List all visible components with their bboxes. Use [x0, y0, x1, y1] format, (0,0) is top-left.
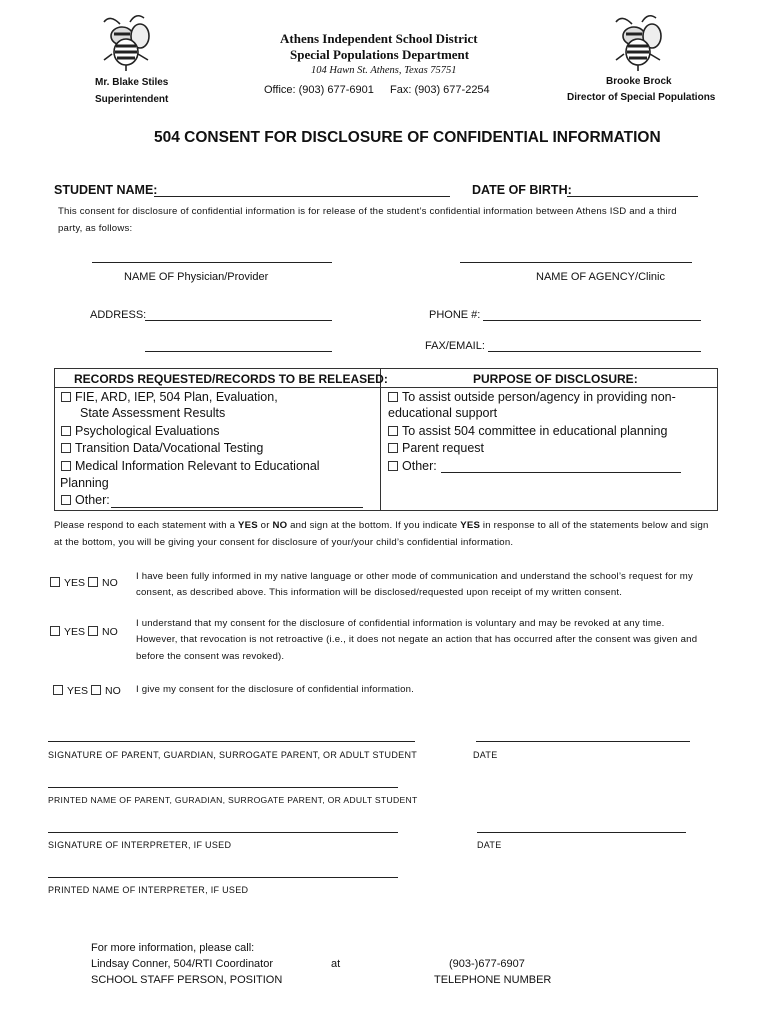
parent-signature-label: SIGNATURE OF PARENT, GUARDIAN, SURROGATE PARENT, OR ADULT STUDENT — [48, 750, 418, 760]
record-option-medical[interactable]: Medical Information Relevant to Educational — [61, 459, 320, 473]
superintendent-name: Mr. Blake Stiles — [95, 77, 169, 88]
department-name: Special Populations Department — [290, 47, 470, 62]
statement-1-text: consent, as described above. This information will be disclosed/requested upon receipt of my written consent. — [136, 587, 623, 598]
record-option-fie-cont: State Assessment Results — [80, 406, 226, 420]
checkbox[interactable] — [61, 392, 71, 402]
phone-field[interactable] — [483, 320, 701, 321]
footer-call-text: For more information, please call: — [91, 942, 255, 954]
address-label: ADDRESS: — [90, 309, 147, 321]
dob-label: DATE OF BIRTH: — [472, 183, 572, 197]
checkbox[interactable] — [61, 426, 71, 436]
footer-at: at — [331, 958, 341, 970]
fax-email-label: FAX/EMAIL: — [425, 340, 485, 352]
record-option-other[interactable]: Other: — [61, 493, 110, 507]
instructions-line2: at the bottom, you will be giving your consent for disclosure of your/your child’s confidential information. — [54, 537, 514, 548]
checkbox[interactable] — [61, 461, 71, 471]
purpose-option-outside-cont: educational support — [388, 406, 498, 420]
dob-field[interactable] — [567, 196, 698, 197]
student-name-field[interactable] — [154, 196, 450, 197]
statement-3-text: I give my consent for the disclosure of confidential information. — [136, 684, 415, 695]
statement-2-no[interactable]: NO — [88, 626, 118, 638]
purpose-option-outside[interactable]: To assist outside person/agency in providing non- — [388, 390, 676, 404]
checkbox[interactable] — [388, 392, 398, 402]
statement-1-yes[interactable]: YES — [50, 577, 85, 589]
record-option-medical-cont: Planning — [60, 476, 109, 490]
purpose-option-parent[interactable]: Parent request — [388, 441, 484, 455]
interpreter-printed-name-field[interactable] — [48, 877, 398, 878]
district-name: Athens Independent School District — [280, 31, 478, 46]
statement-2-text: before the consent was revoked). — [136, 651, 285, 662]
record-option-transition[interactable]: Transition Data/Vocational Testing — [61, 441, 263, 455]
parent-printed-name-field[interactable] — [48, 787, 398, 788]
records-table-column-divider — [380, 368, 381, 510]
interpreter-printed-name-label: PRINTED NAME OF INTERPRETER, IF USED — [48, 885, 249, 895]
footer-phone-label: TELEPHONE NUMBER — [434, 974, 552, 986]
checkbox[interactable] — [61, 443, 71, 453]
checkbox[interactable] — [388, 461, 398, 471]
director-title: Director of Special Populations — [567, 92, 716, 103]
records-requested-header: RECORDS REQUESTED/RECORDS TO BE RELEASED: — [74, 372, 388, 386]
physician-field[interactable] — [92, 262, 332, 263]
fax-email-field[interactable] — [488, 351, 701, 352]
director-name: Brooke Brock — [606, 76, 672, 87]
statement-1-text: I have been fully informed in my native language or other mode of communication and understand the school’s request for my — [136, 571, 693, 582]
physician-label: NAME OF Physician/Provider — [124, 271, 269, 283]
checkbox[interactable] — [88, 626, 98, 636]
statement-2-yes[interactable]: YES — [50, 626, 85, 638]
intro-text-line1: This consent for disclosure of confidential information is for release of the student’s confidential information between Athens ISD and a third — [58, 206, 677, 217]
checkbox[interactable] — [91, 685, 101, 695]
office-fax: Fax: (903) 677-2254 — [390, 84, 490, 96]
phone-label: PHONE #: — [429, 309, 481, 321]
checkbox[interactable] — [50, 577, 60, 587]
agency-field[interactable] — [460, 262, 692, 263]
footer-staff-label: SCHOOL STAFF PERSON, POSITION — [91, 974, 283, 986]
statement-3-yes[interactable]: YES — [53, 685, 88, 697]
address-field-2[interactable] — [145, 351, 332, 352]
parent-printed-name-label: PRINTED NAME OF PARENT, GURADIAN, SURROGATE PARENT, OR ADULT STUDENT — [48, 795, 418, 805]
purpose-option-504[interactable]: To assist 504 committee in educational planning — [388, 424, 667, 438]
checkbox[interactable] — [61, 495, 71, 505]
statement-3-no[interactable]: NO — [91, 685, 121, 697]
student-name-label: STUDENT NAME: — [54, 183, 158, 197]
record-other-field[interactable] — [111, 507, 363, 508]
record-option-psych[interactable]: Psychological Evaluations — [61, 424, 220, 438]
yellowjacket-mascot-icon — [612, 14, 672, 72]
footer-contact: Lindsay Conner, 504/RTI Coordinator — [91, 958, 274, 970]
interpreter-signature-label: SIGNATURE OF INTERPRETER, IF USED — [48, 840, 232, 850]
checkbox[interactable] — [388, 443, 398, 453]
yellowjacket-mascot-icon — [100, 14, 160, 72]
interpreter-date-label: DATE — [477, 840, 502, 850]
parent-date-field[interactable] — [476, 741, 690, 742]
records-table-header-divider — [54, 387, 717, 388]
footer-phone: (903-)677-6907 — [449, 958, 525, 970]
parent-date-label: DATE — [473, 750, 498, 760]
checkbox[interactable] — [50, 626, 60, 636]
agency-label: NAME OF AGENCY/Clinic — [536, 271, 665, 283]
intro-text-line2: party, as follows: — [58, 223, 133, 234]
office-phone: Office: (903) 677-6901 — [264, 84, 374, 96]
purpose-other-field[interactable] — [441, 472, 681, 473]
purpose-header: PURPOSE OF DISCLOSURE: — [473, 372, 638, 386]
record-option-fie[interactable]: FIE, ARD, IEP, 504 Plan, Evaluation, — [61, 390, 278, 404]
district-address: 104 Hawn St. Athens, Texas 75751 — [311, 65, 457, 76]
parent-signature-field[interactable] — [48, 741, 415, 742]
form-title: 504 CONSENT FOR DISCLOSURE OF CONFIDENTIAL INFORMATION — [154, 129, 661, 146]
instructions-line1: Please respond to each statement with a YES or NO and sign at the bottom. If you indicate YES in response to all of the statements below and sign — [54, 520, 709, 531]
checkbox[interactable] — [88, 577, 98, 587]
checkbox[interactable] — [53, 685, 63, 695]
statement-2-text: However, that revocation is not retroactive (i.e., it does not negate an action that has occurred after the consent was given and — [136, 634, 698, 645]
checkbox[interactable] — [388, 426, 398, 436]
purpose-option-other[interactable]: Other: — [388, 459, 437, 473]
interpreter-signature-field[interactable] — [48, 832, 398, 833]
interpreter-date-field[interactable] — [477, 832, 686, 833]
statement-1-no[interactable]: NO — [88, 577, 118, 589]
address-field[interactable] — [145, 320, 332, 321]
statement-2-text: I understand that my consent for the disclosure of confidential information is voluntary and may be revoked at any time. — [136, 618, 665, 629]
superintendent-title: Superintendent — [95, 94, 169, 105]
